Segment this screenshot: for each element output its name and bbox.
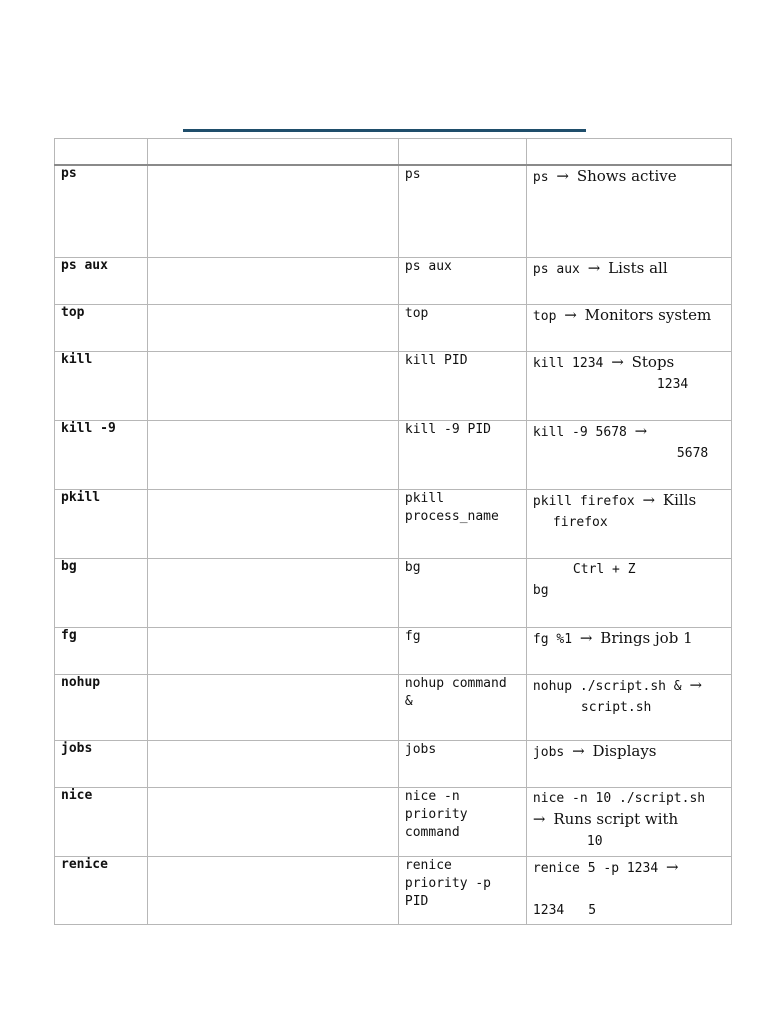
syntax-cell [398,787,526,856]
arrow-glyph: → [564,305,577,324]
syntax-cell: kill -9 PID [398,420,526,489]
command-cell: ps aux [55,257,148,304]
description-cell [148,257,399,304]
example-cell [526,856,731,924]
example-code-secondary: 1234 [532,902,565,918]
example-cell [526,351,731,420]
description-cell [148,351,399,420]
description-cell [148,304,399,351]
command-cell: nice [55,787,148,856]
command-cell: ps [55,165,148,257]
blank-line [533,879,725,900]
command-cell: top [55,304,148,351]
syntax-line: priority -p [404,875,491,891]
syntax-cell [398,489,526,558]
arrow-glyph: → [634,421,648,440]
syntax-cell [398,856,526,924]
syntax-cell: ps aux [398,257,526,304]
example-cell [526,627,731,674]
example-text: Lists all [608,258,668,277]
table-row [55,856,732,924]
syntax-cell: kill PID [398,351,526,420]
example-cell [526,558,731,627]
example-code: ps [532,170,549,185]
table-row [55,674,732,740]
example-cell [526,740,731,787]
description-cell [148,787,399,856]
example-code: pkill firefox [532,493,635,509]
example-code: fg %1 [532,631,573,647]
example-code-secondary: 10 [586,833,603,849]
syntax-cell [398,674,526,740]
example-text: Monitors system [584,305,712,324]
example-text: Kills [662,490,697,509]
example-code-secondary: firefox [552,514,608,530]
arrow-glyph: → [572,741,585,760]
command-cell: kill -9 [55,420,148,489]
example-code: nice -n 10 ./script.sh [532,790,706,806]
example-cell [526,674,731,740]
syntax-cell: jobs [398,740,526,787]
example-code-tertiary: 5 [588,902,597,918]
description-cell [148,489,399,558]
example-text: Runs script with [553,809,679,828]
table-row [55,740,732,787]
table-header-row [55,139,732,166]
example-code: nohup ./script.sh & [532,678,682,694]
table-row [55,351,732,420]
command-cell: fg [55,627,148,674]
table-row [55,304,732,351]
example-cell [526,787,731,856]
example-code: top [532,308,557,324]
arrow-glyph: → [587,258,601,277]
syntax-line: nohup command [404,675,507,691]
example-code: renice 5 -p 1234 [532,860,659,876]
arrow-glyph: → [689,675,703,694]
header-cell-description [148,139,399,166]
example-cell [526,489,731,558]
example-code-secondary: bg [532,582,549,598]
table-row [55,165,732,257]
example-cell [526,420,731,489]
command-cell: nohup [55,674,148,740]
command-cell: kill [55,351,148,420]
header-cell-command [55,139,148,166]
arrow-glyph: → [642,490,656,509]
table-row [55,420,732,489]
example-code: kill -9 5678 [532,424,627,440]
command-table [54,138,732,925]
description-cell [148,856,399,924]
command-cell: bg [55,558,148,627]
syntax-line: nice -n [404,788,460,804]
example-code-secondary: 5678 [676,445,709,461]
syntax-line: command [404,824,460,840]
arrow-glyph: → [579,628,593,647]
description-cell [148,627,399,674]
command-cell: renice [55,856,148,924]
title-underline [183,129,586,132]
header-cell-example [526,139,731,166]
syntax-cell: fg [398,627,526,674]
table-row [55,627,732,674]
table-row [55,787,732,856]
example-code: Ctrl + Z [572,561,636,577]
arrow-glyph: → [665,857,679,876]
example-cell [526,257,731,304]
example-text: Displays [592,741,657,760]
description-cell [148,558,399,627]
description-cell [148,740,399,787]
description-cell [148,674,399,740]
example-cell [526,304,731,351]
syntax-line: & [404,693,413,709]
syntax-cell: ps [398,165,526,257]
example-cell [526,165,731,257]
arrow-glyph: → [611,352,624,371]
description-cell [148,420,399,489]
syntax-line: priority [404,806,468,822]
example-code-secondary: script.sh [580,699,652,715]
arrow-glyph: → [532,809,546,828]
syntax-line: pkill [404,490,445,506]
example-text: Stops [631,352,675,371]
description-cell [148,165,399,257]
command-cell: jobs [55,740,148,787]
example-text: Shows active [576,167,677,185]
syntax-cell: top [398,304,526,351]
example-code: kill 1234 [532,355,604,371]
table-row [55,558,732,627]
command-cell: pkill [55,489,148,558]
syntax-line: PID [404,893,429,909]
syntax-cell: bg [398,558,526,627]
header-cell-syntax [398,139,526,166]
example-code-secondary: 1234 [656,376,689,392]
table-row [55,489,732,558]
syntax-line: renice [404,857,452,873]
arrow-glyph: → [556,167,569,185]
example-code: ps aux [532,261,580,277]
syntax-line: process_name [404,508,499,524]
example-code: jobs [532,744,565,760]
table-row [55,257,732,304]
example-text: Brings job 1 [600,628,693,647]
